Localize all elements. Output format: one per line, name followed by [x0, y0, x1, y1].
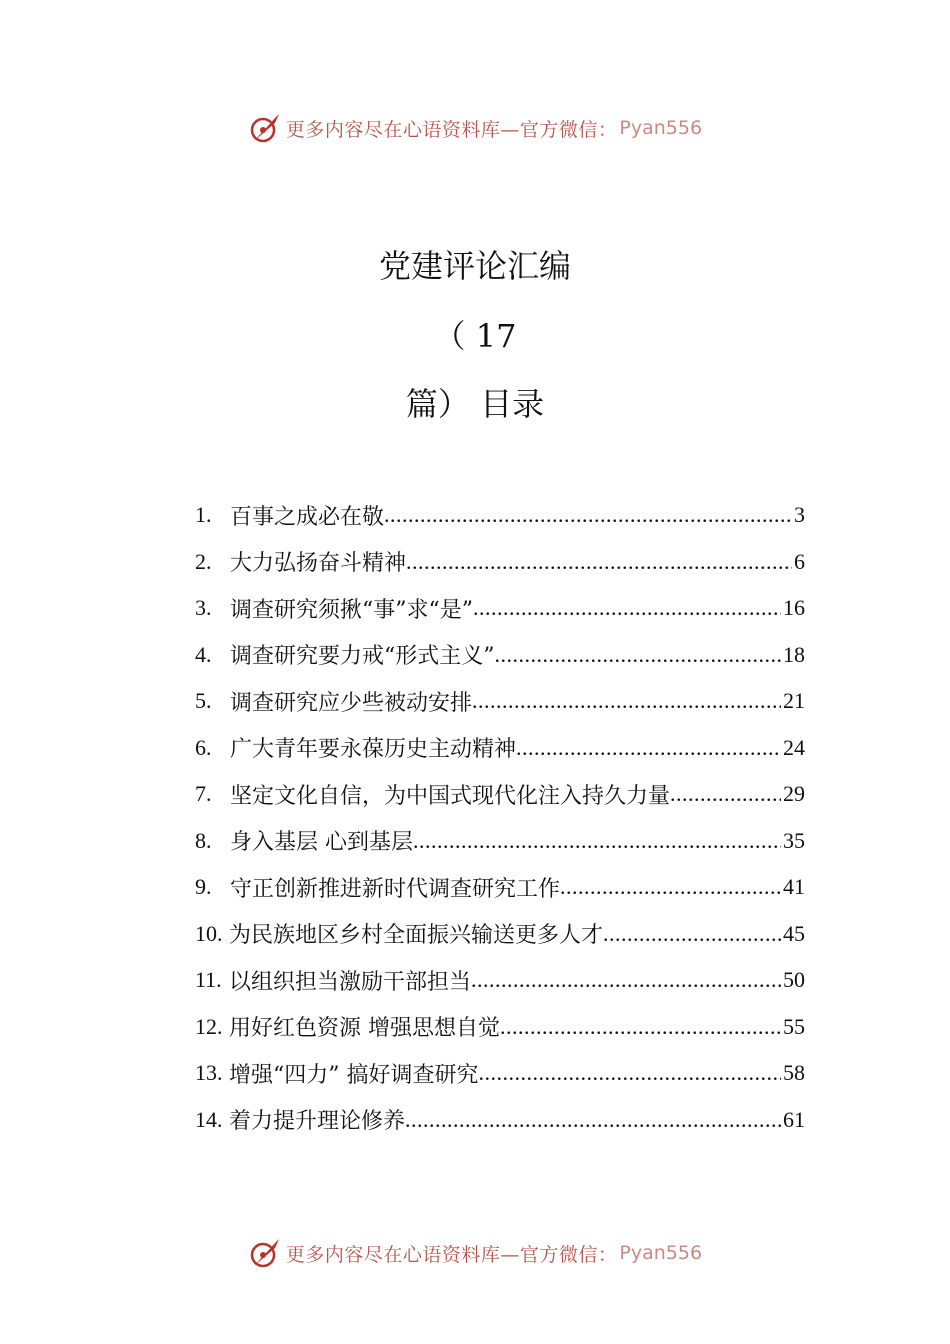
toc-label: 着力提升理论修养	[229, 1109, 406, 1135]
toc-item[interactable]	[195, 632, 805, 679]
toc-label: 增强“四力” 搞好调查研究	[229, 1062, 479, 1088]
toc-leader	[413, 828, 781, 854]
toc-label: 身入基层 心到基层	[230, 830, 413, 856]
toc-label: 守正创新推进新时代调查研究工作	[230, 876, 561, 902]
toc-item[interactable]	[195, 678, 805, 725]
toc-number: 10.	[195, 920, 223, 946]
toc-label: 为民族地区乡村全面振兴输送更多人才	[229, 923, 604, 949]
toc-leader	[479, 1060, 782, 1086]
toc-number: 2.	[195, 548, 212, 574]
toc-leader	[516, 735, 781, 761]
toc-leader	[471, 967, 781, 993]
toc-item[interactable]	[195, 818, 805, 865]
toc-page: 21	[783, 688, 805, 714]
banner-text: 更多内容尽在心语资料库—官方微信：	[285, 118, 618, 141]
toc-leader	[495, 642, 782, 668]
toc-page: 6	[794, 548, 805, 574]
toc-page: 55	[783, 1013, 805, 1039]
toc-item[interactable]	[195, 492, 805, 539]
toc-leader	[473, 595, 781, 621]
banner-wechat-id: Pyan556	[619, 117, 703, 139]
toc-number: 9.	[195, 874, 212, 900]
toc-number: 12.	[195, 1013, 223, 1039]
toc-page: 3	[794, 502, 805, 528]
toc-leader	[405, 1107, 781, 1133]
toc-item[interactable]	[195, 585, 805, 632]
toc-label: 调查研究须揪“事”求“是”	[230, 597, 473, 623]
toc-page: 61	[783, 1106, 805, 1132]
toc-page: 18	[783, 641, 805, 667]
footer-watermark-banner	[0, 1233, 950, 1273]
toc-label: 调查研究应少些被动安排	[230, 690, 473, 716]
toc-number: 3.	[195, 595, 212, 621]
toc-label: 大力弘扬奋斗精神	[230, 551, 407, 577]
toc-page: 35	[783, 827, 805, 853]
toc-page: 29	[783, 781, 805, 807]
toc-page: 50	[783, 967, 805, 993]
toc-number: 13.	[195, 1060, 223, 1086]
toc-number: 8.	[195, 827, 212, 853]
toc-label: 坚定文化自信，为中国式现代化注入持久力量	[230, 783, 671, 809]
header-watermark-banner	[0, 108, 950, 148]
toc-item[interactable]	[195, 957, 805, 1004]
toc-item[interactable]	[195, 1097, 805, 1144]
document-title-toc: 篇） 目录	[405, 385, 545, 423]
toc-item[interactable]	[195, 725, 805, 772]
toc-leader	[500, 1014, 781, 1040]
toc-number: 14.	[195, 1106, 223, 1132]
toc-label: 调查研究要力戒“形式主义”	[230, 644, 495, 670]
toc-item[interactable]	[195, 864, 805, 911]
quill-logo-icon	[248, 111, 282, 145]
toc-number: 11.	[195, 967, 222, 993]
toc-leader	[384, 502, 792, 528]
toc-leader	[406, 549, 792, 575]
toc-item[interactable]	[195, 1050, 805, 1097]
toc-page: 58	[783, 1060, 805, 1086]
toc-item[interactable]	[195, 911, 805, 958]
banner-wechat-id: Pyan556	[619, 1242, 703, 1264]
toc-label: 用好红色资源 增强思想自觉	[229, 1016, 500, 1042]
toc-leader	[670, 781, 781, 807]
toc-item[interactable]	[195, 539, 805, 586]
document-title: 党建评论汇编	[378, 247, 571, 285]
document-title-count: （ 17	[433, 317, 517, 355]
toc-leader	[560, 874, 781, 900]
quill-logo-icon	[248, 1236, 282, 1270]
toc-number: 7.	[195, 781, 212, 807]
toc-number: 6.	[195, 734, 212, 760]
toc-number: 4.	[195, 641, 212, 667]
toc-label: 百事之成必在敬	[230, 504, 385, 530]
table-of-contents	[195, 492, 805, 1143]
toc-label: 广大青年要永葆历史主动精神	[230, 737, 517, 763]
toc-number: 1.	[195, 502, 212, 528]
toc-leader	[472, 688, 781, 714]
toc-leader	[603, 921, 781, 947]
toc-number: 5.	[195, 688, 212, 714]
banner-text: 更多内容尽在心语资料库—官方微信：	[285, 1243, 618, 1266]
toc-page: 45	[783, 920, 805, 946]
toc-page: 24	[783, 734, 805, 760]
toc-item[interactable]	[195, 771, 805, 818]
toc-item[interactable]	[195, 1004, 805, 1051]
toc-page: 16	[783, 595, 805, 621]
toc-page: 41	[783, 874, 805, 900]
toc-label: 以组织担当激励干部担当	[229, 969, 472, 995]
